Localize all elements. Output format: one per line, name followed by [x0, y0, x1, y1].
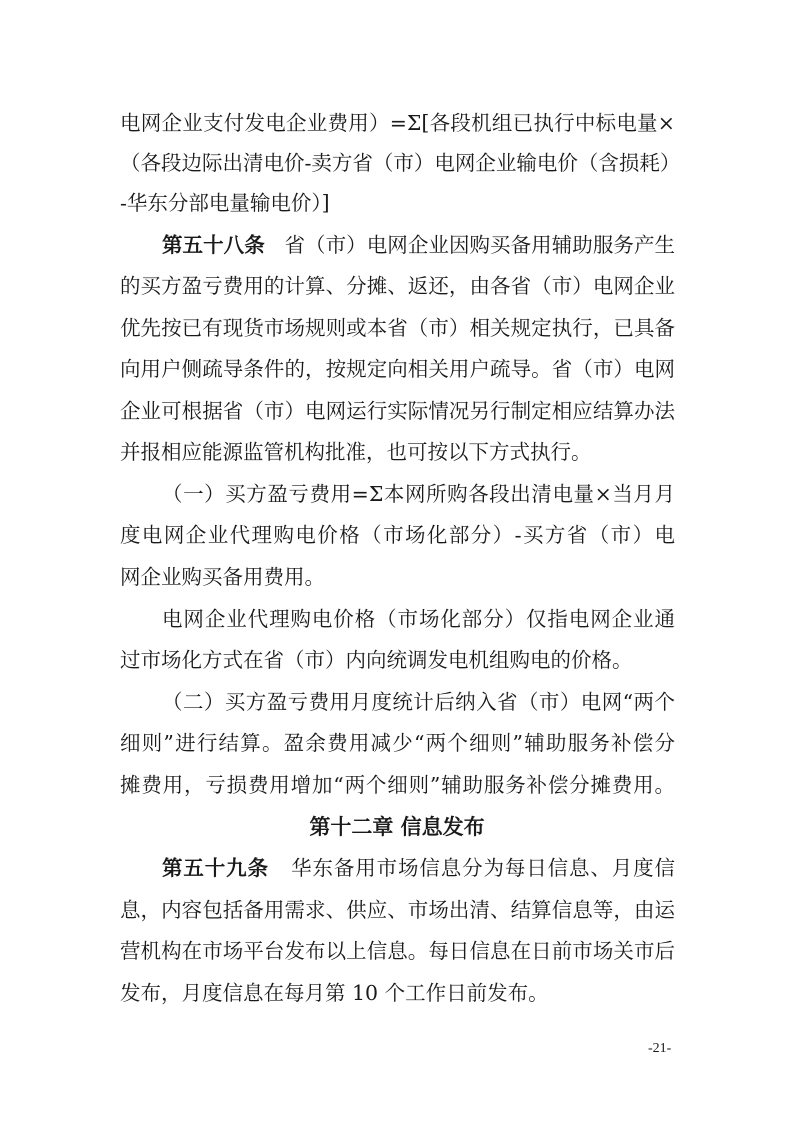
text-line: -华东分部电量输电价）] — [120, 191, 330, 215]
text-line: 息，内容包括备用需求、供应、市场出清、结算信息等，由运 — [120, 898, 675, 922]
item-1-first-line: （一）买方盈亏费用=Σ本网所购各段出清电量×当月月 — [162, 482, 675, 506]
item-2-first-line: （二）买方盈亏费用月度统计后纳入省（市）电网“两个 — [162, 690, 675, 714]
text-line: 过市场化方式在省（市）内向统调发电机组购电的价格。 — [120, 648, 633, 672]
text-line: 电网企业支付发电企业费用）=Σ[各段机组已执行中标电量× — [120, 111, 675, 135]
article-58-label: 第五十八条 — [162, 233, 265, 257]
text-line: 并报相应能源监管机构批准，也可按以下方式执行。 — [120, 440, 592, 464]
text-line: 发布，月度信息在每月第 10 个工作日前发布。 — [120, 981, 549, 1005]
text-line: 企业可根据省（市）电网运行实际情况另行制定相应结算办法 — [120, 399, 675, 423]
article-59-label: 第五十九条 — [162, 856, 269, 880]
note-first-line: 电网企业代理购电价格（市场化部分）仅指电网企业通 — [162, 607, 675, 631]
text-line: 细则”进行结算。盈余费用减少“两个细则”辅助服务补偿分 — [120, 731, 675, 755]
text-line: （各段边际出清电价-卖方省（市）电网企业输电价（含损耗） — [120, 151, 681, 175]
article-58-first-line — [162, 232, 675, 258]
text-line: 向用户侧疏导条件的，按规定向相关用户疏导。省（市）电网 — [120, 357, 675, 381]
text-line: 优先按已有现货市场规则或本省（市）相关规定执行，已具备 — [120, 316, 675, 340]
article-59-first-line — [162, 855, 675, 881]
text-line: 营机构在市场平台发布以上信息。每日信息在日前市场关市后 — [120, 939, 675, 963]
article-58-text: 省（市）电网企业因购买备用辅助服务产生 — [284, 233, 675, 257]
article-59-text: 华东备用市场信息分为每日信息、月度信 — [291, 856, 675, 880]
text-line: 摊费用，亏损费用增加“两个细则”辅助服务补偿分摊费用。 — [120, 773, 675, 797]
text-line: 度电网企业代理购电价格（市场化部分）-买方省（市）电 — [120, 523, 675, 547]
page-number: -21- — [648, 1041, 672, 1056]
chapter-heading: 第十二章 信息发布 — [309, 815, 485, 839]
text-line: 网企业购买备用费用。 — [120, 565, 325, 589]
text-line: 的买方盈亏费用的计算、分摊、返还，由各省（市）电网企业 — [120, 274, 675, 298]
